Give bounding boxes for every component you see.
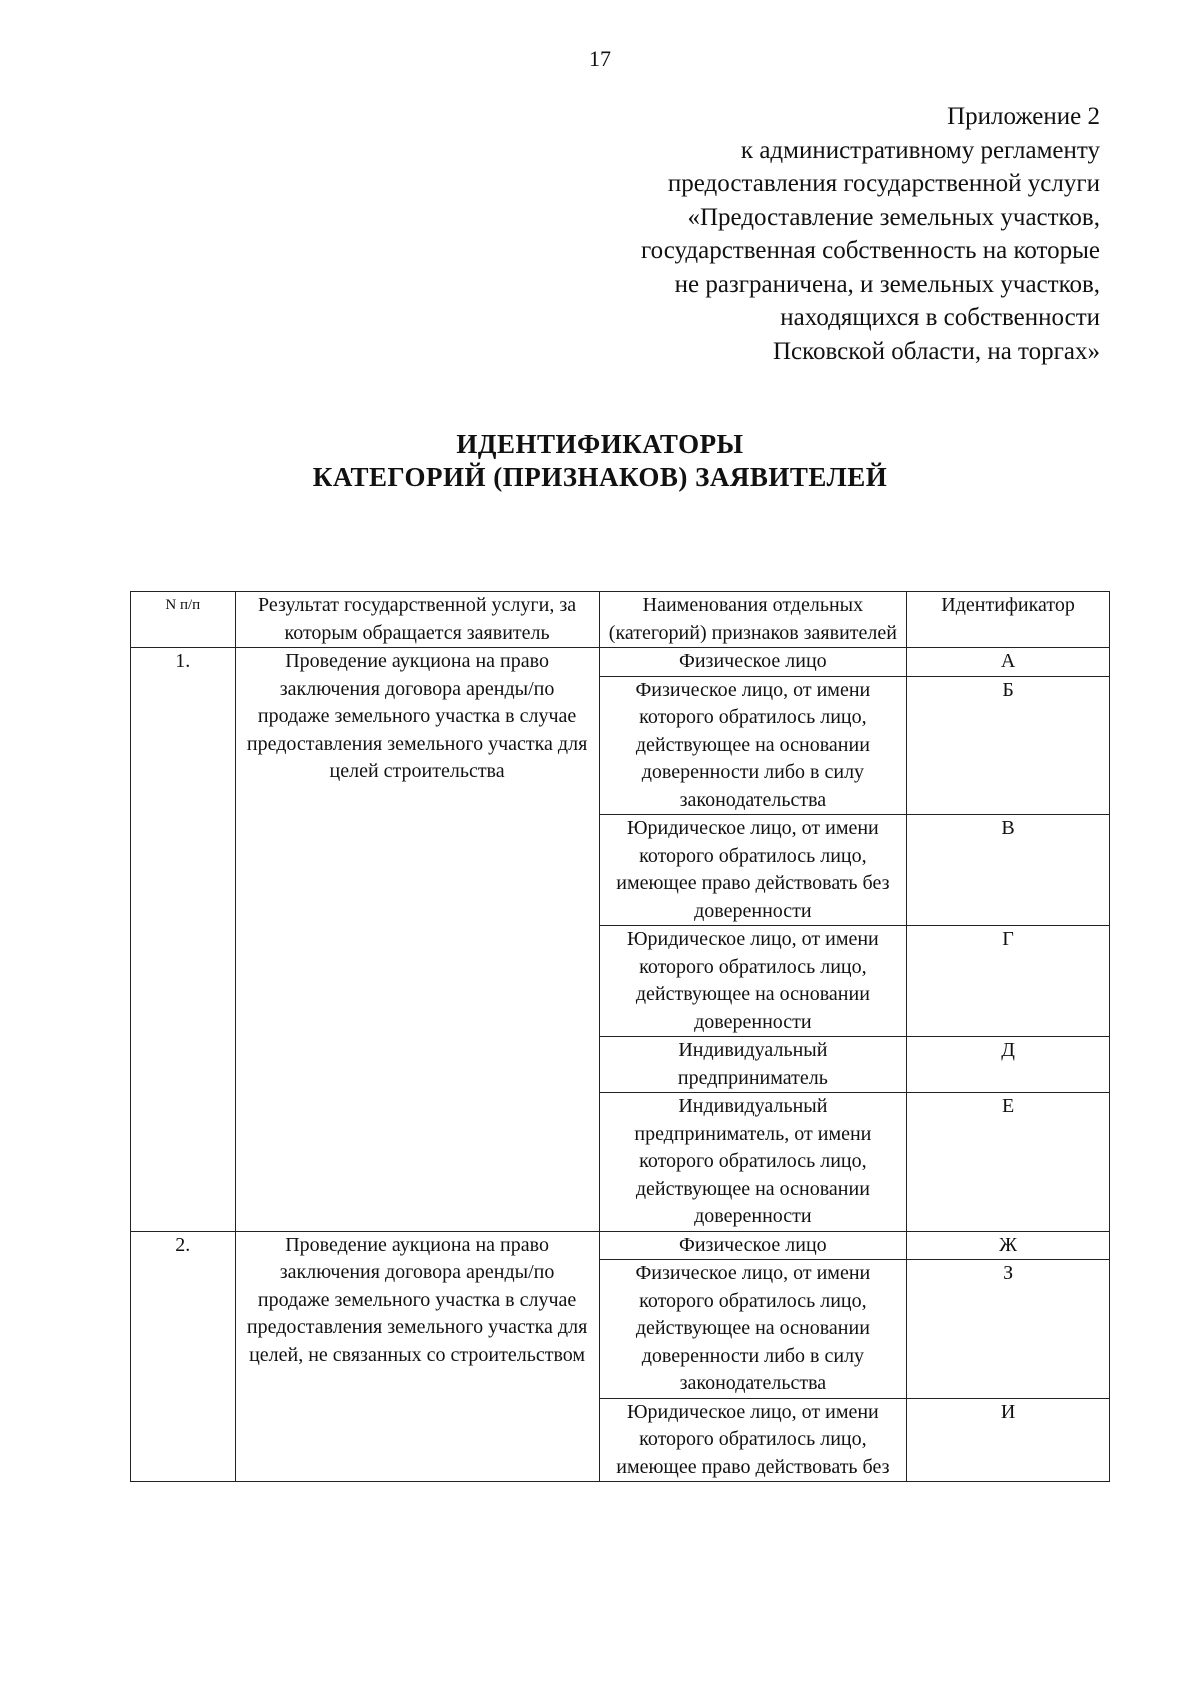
document-title <box>0 428 1200 494</box>
identifier-cell: Ж <box>907 1231 1110 1260</box>
appendix-line: Приложение 2 <box>947 103 1100 130</box>
identifier-cell: В <box>907 815 1110 926</box>
appendix-line: к административному регламенту <box>740 136 1100 164</box>
identifier-cell: А <box>907 648 1110 677</box>
identifier-cell: Г <box>907 926 1110 1037</box>
page-number: 17 <box>589 46 611 71</box>
identifier-cell: Б <box>907 676 1110 815</box>
appendix-line: предоставления государственной услуги <box>667 170 1100 197</box>
title-line: ИДЕНТИФИКАТОРЫ <box>456 429 744 459</box>
appendix-line: «Предоставление земельных участков, <box>687 203 1100 231</box>
title-line: КАТЕГОРИЙ (ПРИЗНАКОВ) ЗАЯВИТЕЛЕЙ <box>312 462 888 492</box>
category-cell: Юридическое лицо, от имени которого обратилось лицо, имеющее право действовать без <box>599 1398 907 1482</box>
appendix-line: Псковской области, на торгах» <box>772 337 1100 365</box>
header-result: Результат государственной услуги, за которым обращается заявитель <box>235 592 599 648</box>
appendix-line: государственная собственность на которые <box>640 237 1100 264</box>
category-cell: Индивидуальный предприниматель, от имени которого обратилось лицо, действующее на основании доверенности <box>599 1093 907 1232</box>
service-result: Проведение аукциона на право заключения договора аренды/по продаже земельного участка в случае предоставления земельного участка для целей строительства <box>235 648 599 1232</box>
category-cell: Физическое лицо, от имени которого обратилось лицо, действующее на основании доверенности либо в силу законодательства <box>599 1260 907 1399</box>
identifier-cell: И <box>907 1398 1110 1482</box>
category-cell: Физическое лицо <box>599 648 907 677</box>
header-category: Наименования отдельных (категорий) признаков заявителей <box>599 592 907 648</box>
header-number: N п/п <box>131 592 236 648</box>
appendix-header <box>540 100 1100 368</box>
appendix-line: находящихся в собственности <box>780 304 1100 331</box>
category-cell: Юридическое лицо, от имени которого обратилось лицо, действующее на основании доверенности <box>599 926 907 1037</box>
identifier-cell: Д <box>907 1037 1110 1093</box>
header-identifier: Идентификатор <box>907 592 1110 648</box>
row-number: 1. <box>131 648 236 1232</box>
row-number: 2. <box>131 1231 236 1482</box>
category-cell: Физическое лицо, от имени которого обратилось лицо, действующее на основании доверенности либо в силу законодательства <box>599 676 907 815</box>
table-header-row <box>131 592 1110 648</box>
identifier-cell: Е <box>907 1093 1110 1232</box>
category-cell: Юридическое лицо, от имени которого обратилось лицо, имеющее право действовать без доверенности <box>599 815 907 926</box>
appendix-line: не разграничена, и земельных участков, <box>674 270 1100 298</box>
category-cell: Индивидуальный предприниматель <box>599 1037 907 1093</box>
category-cell: Физическое лицо <box>599 1231 907 1260</box>
identifiers-table <box>130 591 1110 1482</box>
table-row <box>131 648 1110 677</box>
identifier-cell: З <box>907 1260 1110 1399</box>
service-result: Проведение аукциона на право заключения договора аренды/по продаже земельного участка в случае предоставления земельного участка для целей, не связанных со строительством <box>235 1231 599 1482</box>
table-row <box>131 1231 1110 1260</box>
